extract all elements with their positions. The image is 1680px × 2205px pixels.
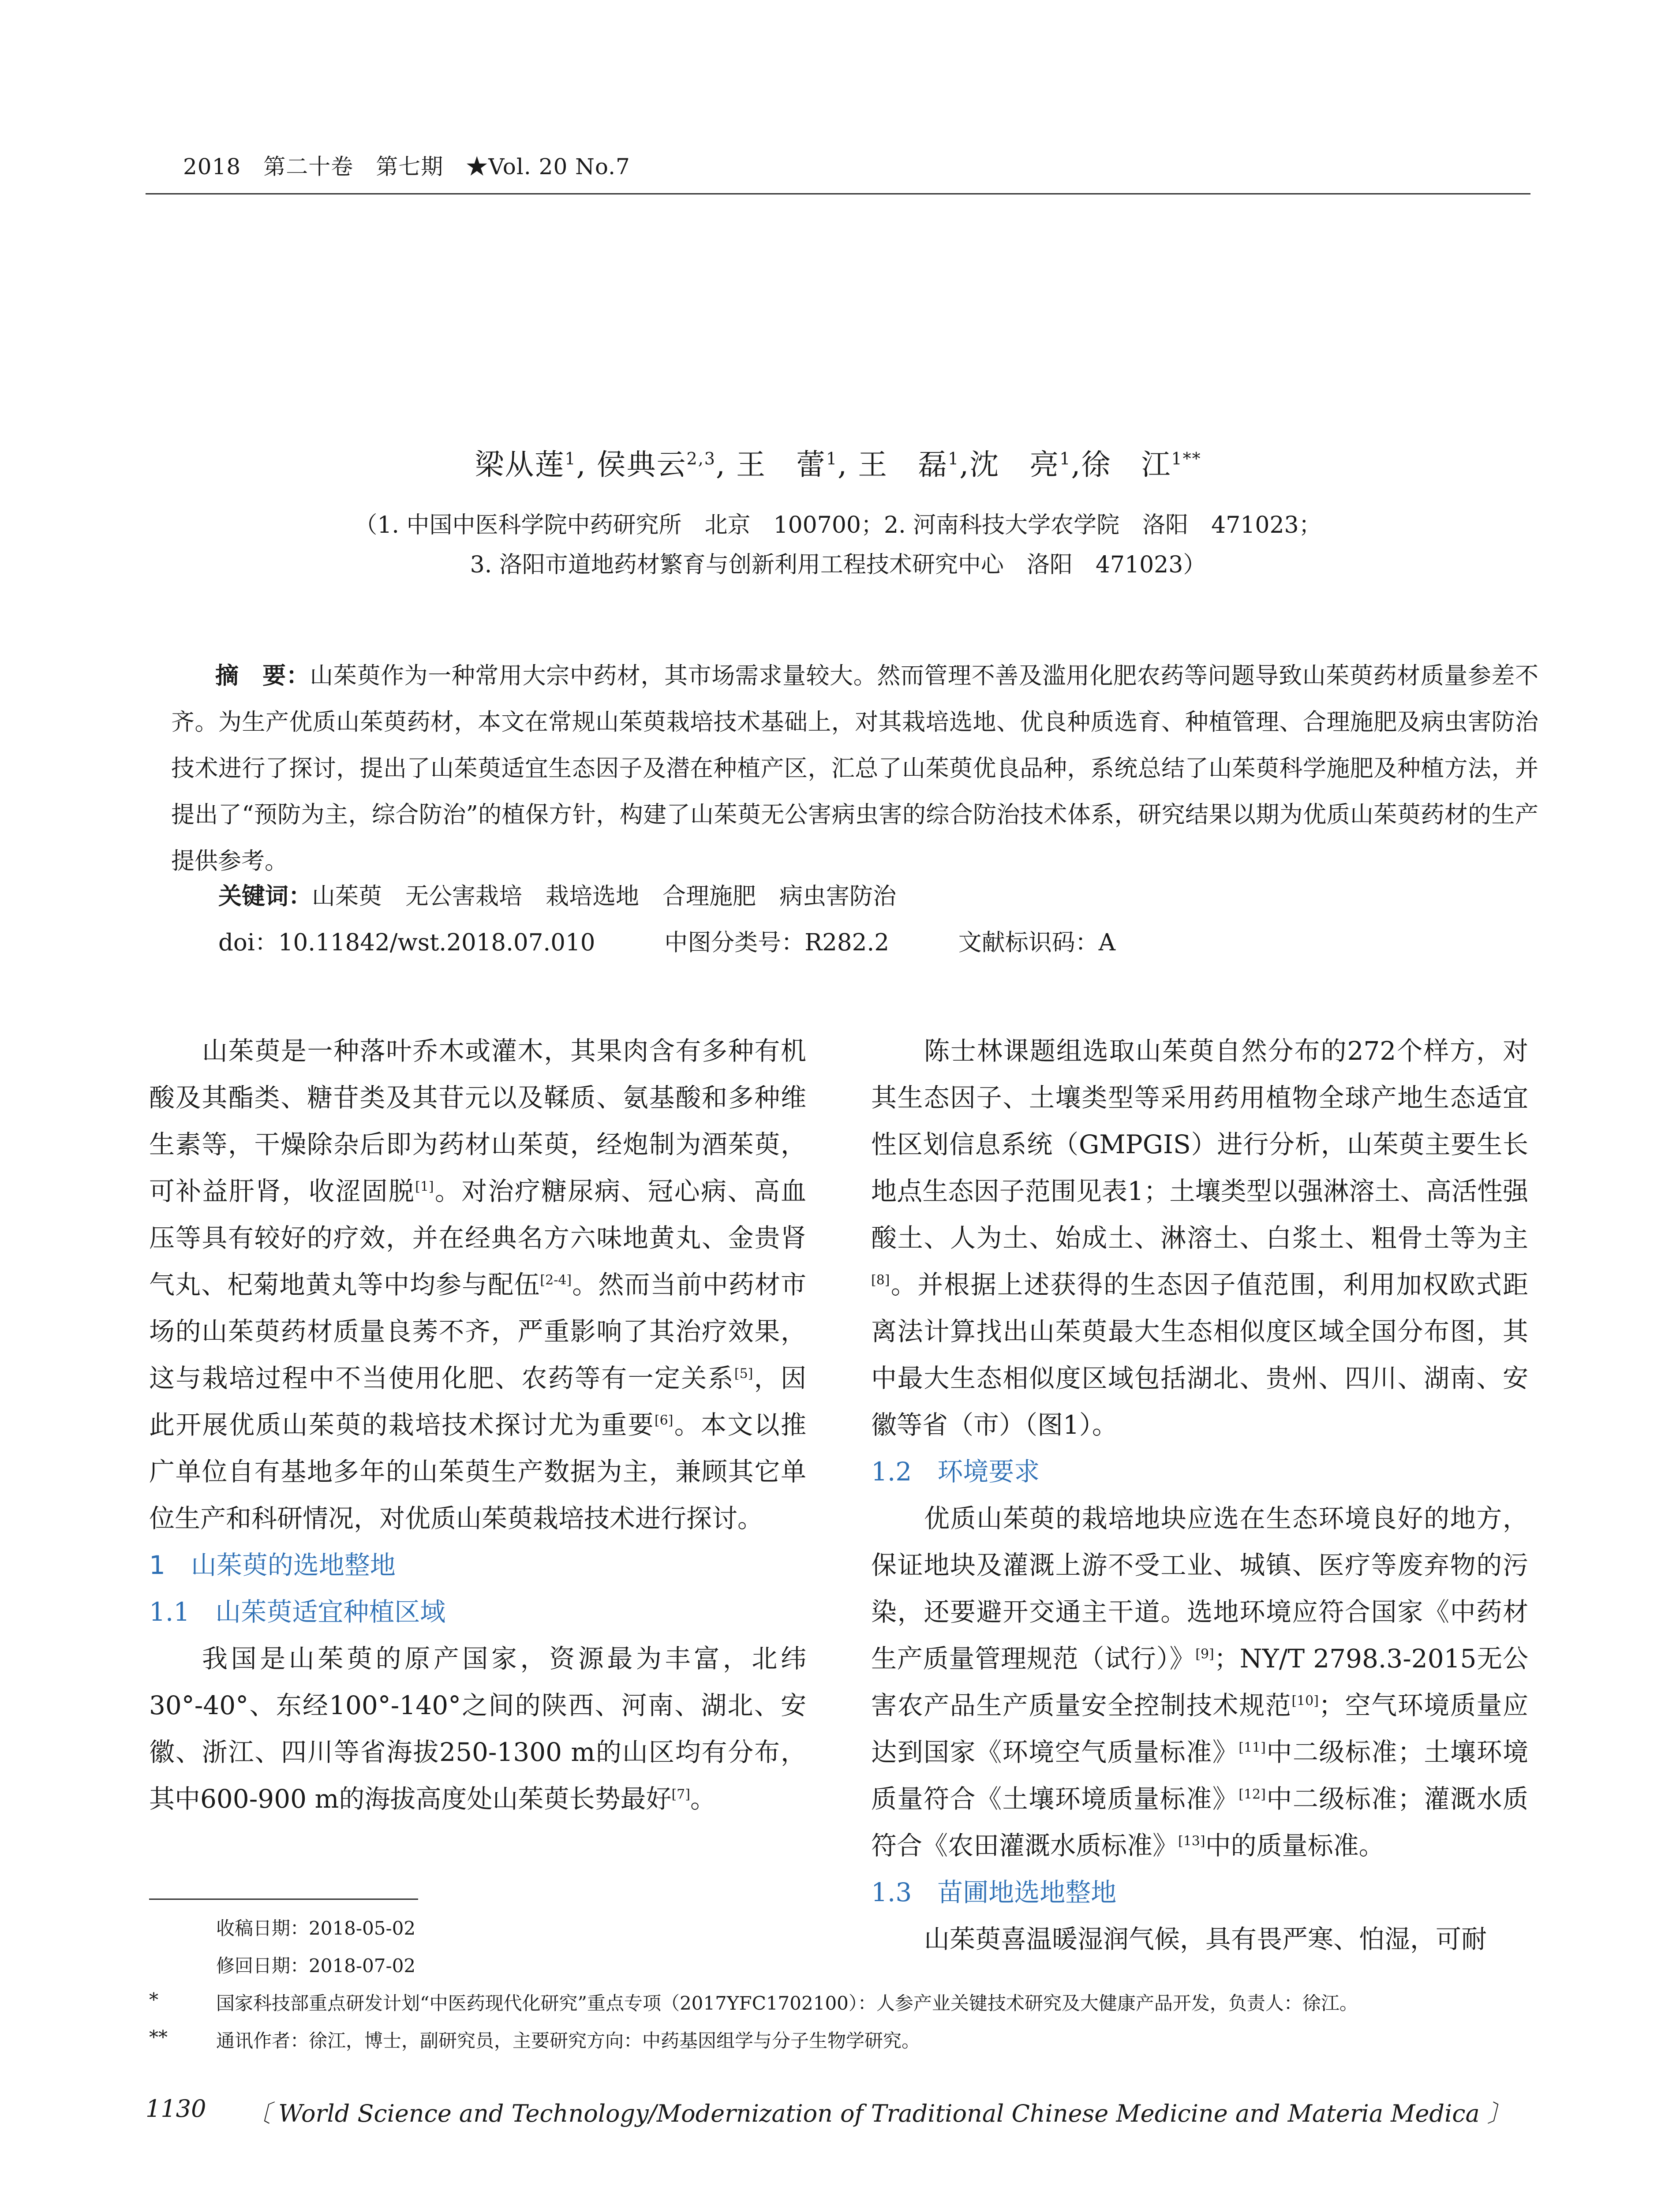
citation: [11] bbox=[1238, 1740, 1266, 1756]
abstract bbox=[171, 653, 1538, 884]
text-run: ，因此开展优质山茱萸的栽培技术探讨尤为重要 bbox=[149, 1363, 806, 1440]
affiliation-line-1: （1. 中国中医科学院中药研究所 北京 100700；2. 河南科技大学农学院 洛阳 471023； bbox=[354, 512, 1322, 538]
body-paragraph: 山茱萸喜温暖湿润气候，具有畏严寒、怕湿，可耐 bbox=[924, 1924, 1487, 1954]
text-run: ；NY/T 2798.3-2015无公害农产品生产质量安全控制技术规范 bbox=[871, 1644, 1528, 1720]
fund-footnote-mark: * bbox=[149, 1989, 158, 2011]
author-separator: , bbox=[715, 448, 736, 482]
running-header: 2018 第二十卷 第七期 ★Vol. 20 No.7 bbox=[183, 154, 630, 179]
body-paragraph bbox=[149, 1635, 806, 1822]
intro-paragraph bbox=[149, 1028, 806, 1542]
text-run: 中二级标准；土壤环境质量符合《土壤环境质量标准》 bbox=[871, 1737, 1528, 1814]
revised-date: 修回日期：2018-07-02 bbox=[216, 1955, 416, 1977]
citation: [13] bbox=[1178, 1833, 1205, 1849]
corresponding-footnote-mark: ** bbox=[149, 2026, 168, 2048]
subsection-heading: 1.3 苗圃地选地整地 bbox=[871, 1877, 1117, 1907]
author-name: 王 蕾 bbox=[736, 448, 826, 482]
text-run: 。然而当前中药材市场的山茱萸药材质量良莠不齐，严重影响了其治疗效果，这与栽培过程中不当使用化肥、农药等有一定关系 bbox=[149, 1270, 806, 1393]
fund-footnote: 国家科技部重点研发计划“中医药现代化研究”重点专项（2017YFC1702100）：人参产业关键技术研究及大健康产品开发，负责人：徐江。 bbox=[216, 1992, 1358, 2014]
text-run: ；空气环境质量应达到国家《环境空气质量标准》 bbox=[871, 1690, 1528, 1767]
text-run: 我国是山茱萸的原产国家，资源最为丰富，北纬30°-40°、东经100°-140°之间的陕西、河南、湖北、安徽、浙江、四川等省海拔250-1300 m的山区均有分布，其中600-900 m的海拔高度处山茱萸长势最好 bbox=[149, 1644, 806, 1814]
text-run: 优质山茱萸的栽培地块应选在生态环境良好的地方，保证地块及灌溉上游不受工业、城镇、医疗等废弃物的污染，还要避开交通主干道。选地环境应符合国家《中药材生产质量管理规范（试行）》 bbox=[871, 1503, 1528, 1674]
author-name: 梁从莲 bbox=[475, 448, 565, 482]
left-column bbox=[149, 1028, 806, 1822]
page-number: 1130 bbox=[146, 2095, 206, 2123]
author-affil-mark: 1 bbox=[948, 449, 960, 468]
citation: [1] bbox=[415, 1179, 434, 1195]
text-run: 。本文以推广单位自有基地多年的山茱萸生产数据为主，兼顾其它单位生产和科研情况，对优质山茱萸栽培技术进行探讨。 bbox=[149, 1410, 806, 1533]
text-run: 。对治疗糖尿病、冠心病、高血压等具有较好的疗效，并在经典名方六味地黄丸、金贵肾气丸、杞菊地黄丸等中均参与配伍 bbox=[149, 1176, 806, 1300]
author-separator: ,沈 亮 bbox=[959, 448, 1060, 482]
text-run: 中二级标准；灌溉水质符合《农田灌溉水质标准》 bbox=[871, 1784, 1528, 1861]
text-run: 陈士林课题组选取山茱萸自然分布的272个样方，对其生态因子、土壤类型等采用药用植物全球产地生态适宜性区划信息系统（GMPGIS）进行分析，山茱萸主要生长地点生态因子范围见表1；土壤类型以强淋溶土、高活性强酸土、人为土、始成土、淋溶土、白浆土、粗骨土等为主 bbox=[871, 1036, 1528, 1253]
citation: [5] bbox=[734, 1366, 753, 1382]
author-name: 王 磊 bbox=[858, 448, 948, 482]
author-separator: , bbox=[838, 448, 858, 482]
section-heading: 1 山茱萸的选地整地 bbox=[149, 1550, 396, 1580]
citation: [2-4] bbox=[540, 1272, 572, 1288]
abstract-text: 山茱萸作为一种常用大宗中药材，其市场需求量较大。然而管理不善及滥用化肥农药等问题导致山茱萸药材质量参差不齐。为生产优质山茱萸药材，本文在常规山茱萸栽培技术基础上，对其栽培选地、优良种质选育、种植管理、合理施肥及病虫害防治技术进行了探讨，提出了山茱萸适宜生态因子及潜在种植产区，汇总了山茱萸优良品种，系统总结了山茱萸科学施肥及种植方法，并提出了“预防为主，综合防治”的植保方针，构建了山茱萸无公害病虫害的综合防治技术体系，研究结果以期为优质山茱萸药材的生产提供参考。 bbox=[171, 662, 1538, 875]
received-date: 收稿日期：2018-05-02 bbox=[216, 1917, 416, 1939]
author-affil-mark: 1 bbox=[1059, 449, 1071, 468]
author-affil-mark: 1 bbox=[565, 449, 576, 468]
body-paragraph bbox=[871, 1495, 1528, 1869]
journal-name: 〔 World Science and Technology/Modernization of Traditional Chinese Medicine and Materia Medica 〕 bbox=[247, 2100, 1511, 2127]
citation: [9] bbox=[1195, 1646, 1214, 1662]
corresponding-footnote: 通讯作者：徐江，博士，副研究员，主要研究方向：中药基因组学与分子生物学研究。 bbox=[216, 2030, 920, 2052]
citation: [12] bbox=[1238, 1786, 1266, 1802]
author-affil-mark: 1** bbox=[1171, 449, 1201, 468]
article-meta bbox=[218, 924, 1115, 957]
footnote-rule bbox=[149, 1899, 418, 1900]
keywords-label: 关键词： bbox=[218, 882, 312, 910]
author-affil-mark: 1 bbox=[826, 449, 838, 468]
author-separator: , bbox=[576, 448, 597, 482]
body-paragraph bbox=[871, 1028, 1528, 1448]
author-list bbox=[146, 441, 1530, 483]
header-rule bbox=[146, 193, 1530, 194]
text-run: 山茱萸是一种落叶乔木或灌木，其果肉含有多种有机酸及其酯类、糖苷类及其苷元以及鞣质、氨基酸和多种维生素等，干燥除杂后即为药材山茱萸，经炮制为酒茱萸，可补益肝肾，收涩固脱 bbox=[149, 1036, 806, 1206]
citation: [7] bbox=[671, 1786, 690, 1802]
subsection-heading: 1.2 环境要求 bbox=[871, 1457, 1040, 1487]
author-affil-mark: 2,3 bbox=[686, 449, 716, 468]
text-run: 。并根据上述获得的生态因子值范围，利用加权欧式距离法计算找出山茱萸最大生态相似度区域全国分布图，其中最大生态相似度区域包括湖北、贵州、四川、湖南、安徽等省（市）（图1）。 bbox=[871, 1270, 1528, 1440]
keywords bbox=[218, 878, 896, 911]
clc-number: 中图分类号：R282.2 bbox=[664, 929, 889, 956]
text-run: 。 bbox=[690, 1784, 716, 1814]
citation: [10] bbox=[1291, 1693, 1319, 1709]
author-name: 侯典云 bbox=[596, 448, 687, 482]
abstract-label: 摘 要： bbox=[215, 662, 310, 689]
right-column bbox=[871, 1028, 1528, 1962]
text-run: 中的质量标准。 bbox=[1205, 1831, 1384, 1861]
author-separator: ,徐 江 bbox=[1071, 448, 1171, 482]
keywords-text: 山茱萸 无公害栽培 栽培选地 合理施肥 病虫害防治 bbox=[312, 883, 896, 910]
subsection-heading: 1.1 山茱萸适宜种植区域 bbox=[149, 1597, 446, 1627]
document-code: 文献标识码：A bbox=[958, 929, 1116, 956]
doi: doi：10.11842/wst.2018.07.010 bbox=[218, 929, 595, 956]
citation: [6] bbox=[654, 1413, 673, 1428]
affiliation-line-2: 3. 洛阳市道地药材繁育与创新利用工程技术研究中心 洛阳 471023） bbox=[470, 552, 1206, 578]
citation: [8] bbox=[871, 1272, 890, 1288]
